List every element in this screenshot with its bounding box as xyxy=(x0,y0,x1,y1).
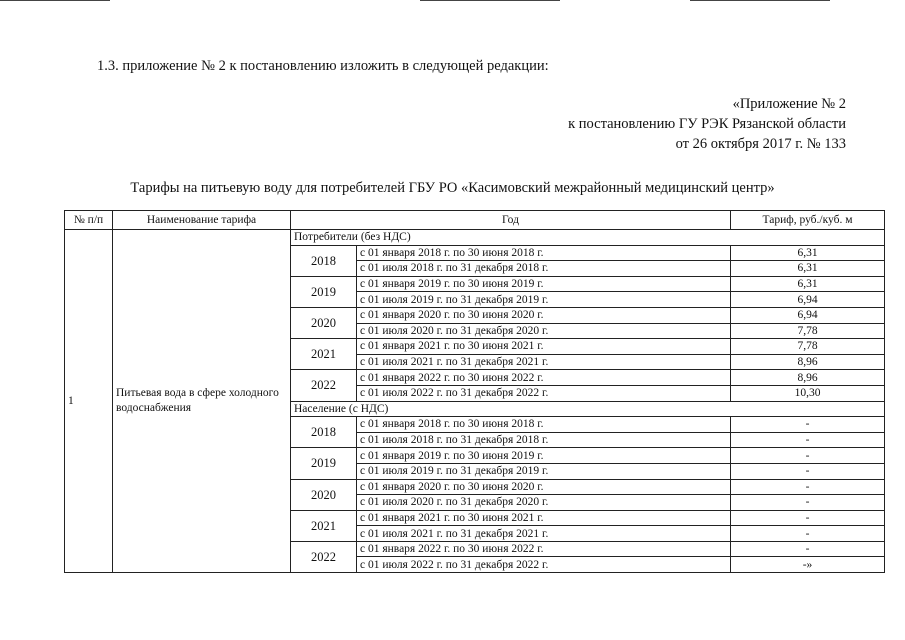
period-cell: с 01 июля 2019 г. по 31 декабря 2019 г. xyxy=(357,292,731,308)
tariff-cell: 6,94 xyxy=(731,292,885,308)
period-cell: с 01 июля 2022 г. по 31 декабря 2022 г. xyxy=(357,385,731,401)
group-label: Потребители (без НДС) xyxy=(291,230,885,246)
tariff-cell: - xyxy=(731,526,885,542)
period-cell: с 01 января 2018 г. по 30 июня 2018 г. xyxy=(357,245,731,261)
period-cell: с 01 января 2019 г. по 30 июня 2019 г. xyxy=(357,448,731,464)
row-number: 1 xyxy=(65,230,113,573)
tariff-cell: 8,96 xyxy=(731,354,885,370)
group-label: Население (с НДС) xyxy=(291,401,885,417)
appendix-line-1: «Приложение № 2 xyxy=(732,96,846,112)
tariff-cell: 7,78 xyxy=(731,323,885,339)
year-cell: 2020 xyxy=(291,479,357,510)
year-cell: 2018 xyxy=(291,245,357,276)
period-cell: с 01 января 2020 г. по 30 июня 2020 г. xyxy=(357,479,731,495)
tariff-table xyxy=(64,210,885,573)
period-cell: с 01 января 2019 г. по 30 июня 2019 г. xyxy=(357,276,731,292)
year-cell: 2019 xyxy=(291,448,357,479)
scan-edge-line xyxy=(420,0,560,1)
period-cell: с 01 июля 2022 г. по 31 декабря 2022 г. xyxy=(357,557,731,573)
period-cell: с 01 января 2020 г. по 30 июня 2020 г. xyxy=(357,307,731,323)
tariff-name: Питьевая вода в сфере холодного водоснабжения xyxy=(113,230,291,573)
table-body xyxy=(65,230,885,573)
header-name: Наименование тарифа xyxy=(113,211,291,230)
period-cell: с 01 июля 2018 г. по 31 декабря 2018 г. xyxy=(357,261,731,277)
tariff-cell: 6,31 xyxy=(731,276,885,292)
header-tariff: Тариф, руб./куб. м xyxy=(731,211,885,230)
year-cell: 2022 xyxy=(291,370,357,401)
tariff-cell: 6,94 xyxy=(731,307,885,323)
tariff-cell: -» xyxy=(731,557,885,573)
document-title: Тарифы на питьевую воду для потребителей ГБУ РО «Касимовский межрайонный медицинский центр» xyxy=(130,180,775,196)
year-cell: 2022 xyxy=(291,541,357,572)
tariff-cell: - xyxy=(731,417,885,433)
year-cell: 2020 xyxy=(291,307,357,338)
tariff-cell: - xyxy=(731,448,885,464)
tariff-cell: 7,78 xyxy=(731,339,885,355)
tariff-cell: - xyxy=(731,510,885,526)
tariff-cell: - xyxy=(731,495,885,511)
tariff-cell: 6,31 xyxy=(731,245,885,261)
period-cell: с 01 июля 2021 г. по 31 декабря 2021 г. xyxy=(357,354,731,370)
period-cell: с 01 июля 2020 г. по 31 декабря 2020 г. xyxy=(357,495,731,511)
year-cell: 2021 xyxy=(291,339,357,370)
scan-edge-line xyxy=(0,0,110,1)
tariff-cell: - xyxy=(731,541,885,557)
period-cell: с 01 января 2018 г. по 30 июня 2018 г. xyxy=(357,417,731,433)
intro-paragraph: 1.3. приложение № 2 к постановлению изложить в следующей редакции: xyxy=(97,58,549,74)
year-cell: 2019 xyxy=(291,276,357,307)
period-cell: с 01 июля 2021 г. по 31 декабря 2021 г. xyxy=(357,526,731,542)
year-cell: 2018 xyxy=(291,417,357,448)
tariff-cell: - xyxy=(731,463,885,479)
period-cell: с 01 января 2021 г. по 30 июня 2021 г. xyxy=(357,339,731,355)
tariff-cell: - xyxy=(731,479,885,495)
period-cell: с 01 июля 2018 г. по 31 декабря 2018 г. xyxy=(357,432,731,448)
appendix-reference xyxy=(568,94,846,154)
period-cell: с 01 января 2022 г. по 30 июня 2022 г. xyxy=(357,541,731,557)
period-cell: с 01 января 2021 г. по 30 июня 2021 г. xyxy=(357,510,731,526)
tariff-cell: 10,30 xyxy=(731,385,885,401)
period-cell: с 01 июля 2020 г. по 31 декабря 2020 г. xyxy=(357,323,731,339)
tariff-cell: 8,96 xyxy=(731,370,885,386)
group-header-row xyxy=(65,230,885,246)
header-year: Год xyxy=(291,211,731,230)
scan-edge-line xyxy=(690,0,830,1)
period-cell: с 01 июля 2019 г. по 31 декабря 2019 г. xyxy=(357,463,731,479)
appendix-line-2: к постановлению ГУ РЭК Рязанской области xyxy=(568,116,846,132)
table-header-row xyxy=(65,211,885,230)
header-num: № п/п xyxy=(65,211,113,230)
tariff-cell: - xyxy=(731,432,885,448)
appendix-line-3: от 26 октября 2017 г. № 133 xyxy=(675,136,846,152)
year-cell: 2021 xyxy=(291,510,357,541)
tariff-cell: 6,31 xyxy=(731,261,885,277)
period-cell: с 01 января 2022 г. по 30 июня 2022 г. xyxy=(357,370,731,386)
